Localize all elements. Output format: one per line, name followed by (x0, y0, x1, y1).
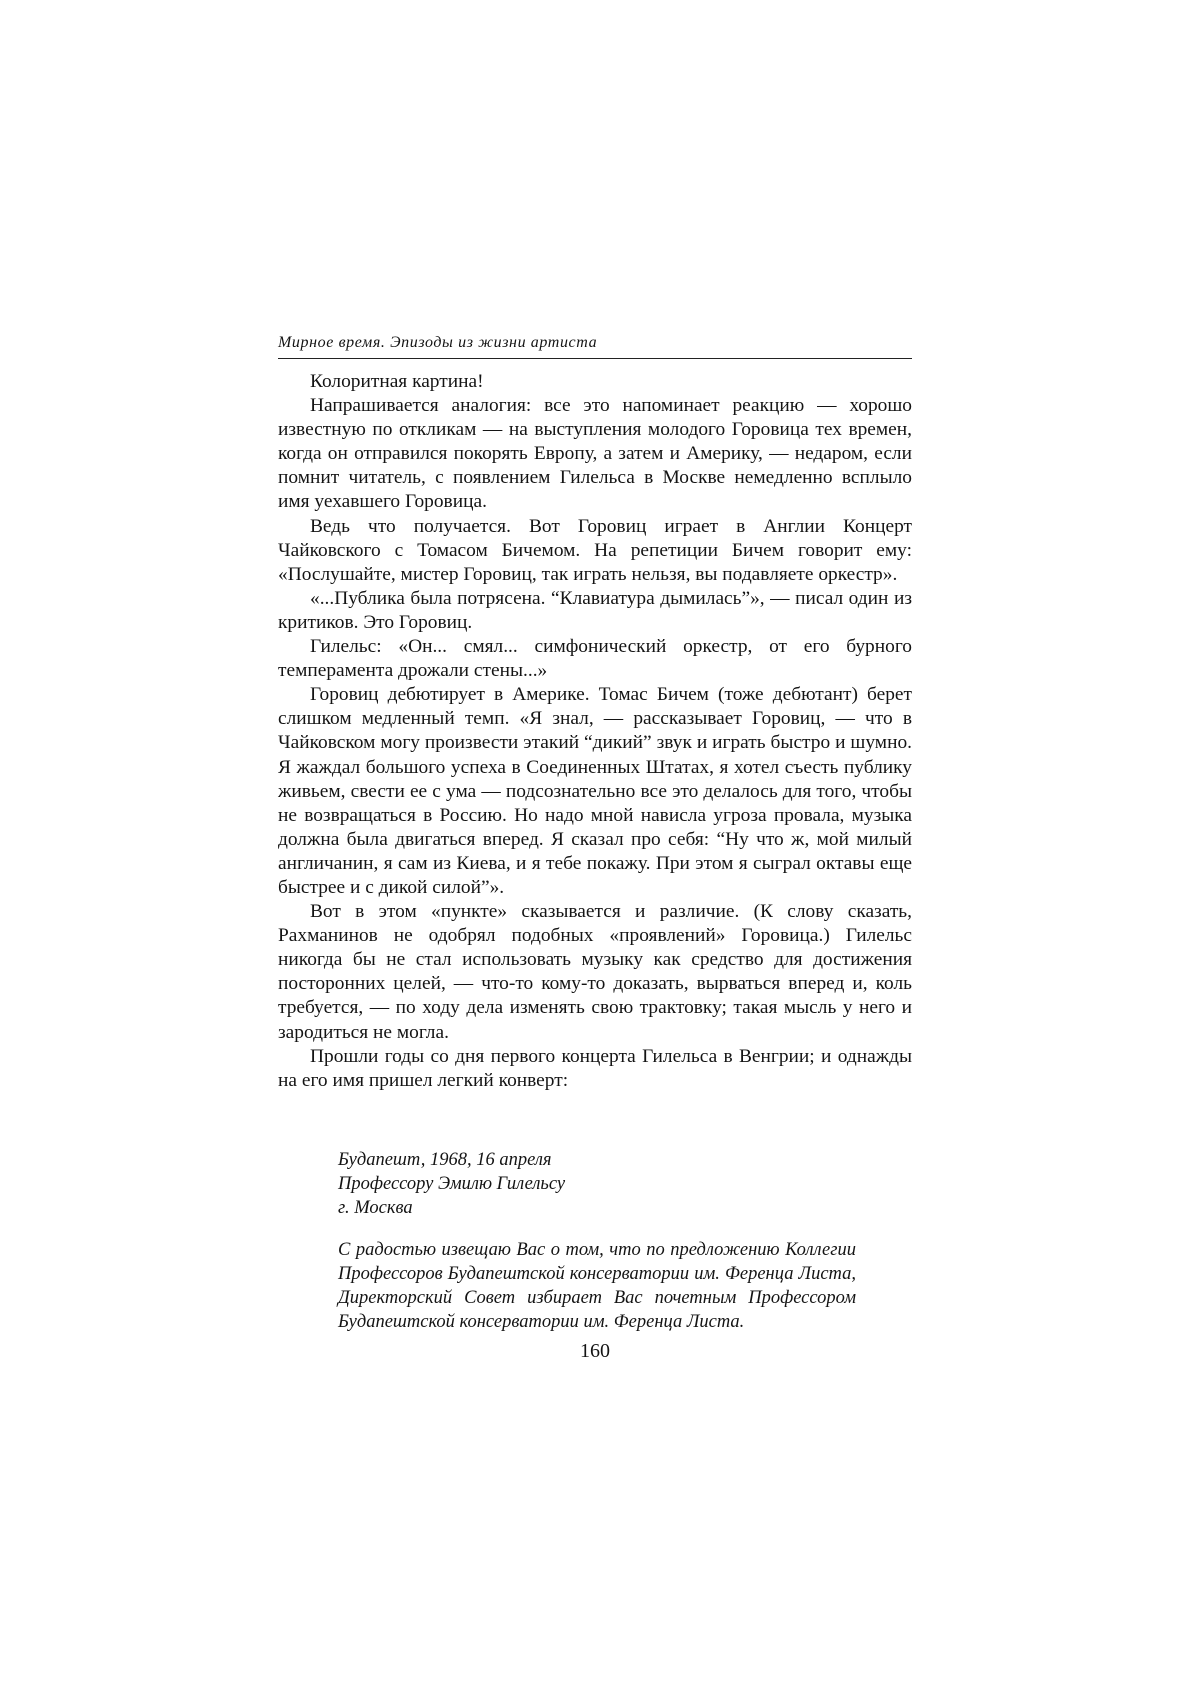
paragraph: Прошли годы со дня первого концерта Гилельса в Венгрии; и однажды на его имя пришел легкий конверт: (278, 1045, 912, 1091)
letter-place-date: Будапешт, 1968, 16 апреля (338, 1150, 552, 1170)
letter-addressee: Профессору Эмилю Гилельсу (338, 1174, 566, 1194)
letter-body: С радостью извещаю Вас о том, что по предложению Коллегии Профессоров Будапештской консерватории им. Ференца Листа, Директорский Совет избирает Вас почетным Профессором Будапештской консерватории им. Ференца Листа. (338, 1240, 856, 1332)
header-rule (278, 358, 912, 359)
main-text (278, 370, 912, 1093)
paragraph: Горовиц дебютирует в Америке. Томас Бичем (тоже дебютант) берет слишком медленный темп. «Я знал, — рассказывает Горовиц, — что в Чайковском могу произвести этакий “дикий” звук и играть быстро и шумно. Я жаждал большого успеха в Соединенных Штатах, я хотел съесть публику живьем, свести ее с ума — подсознательно все это делалось для того, чтобы не возвращаться в Россию. Но надо мной нависла угроза провала, музыка должна была двигаться вперед. Я сказал про себя: “Ну что ж, мой милый англичанин, я сам из Киева, и я тебе покажу. При этом я сыграл октавы еще быстрее и с дикой силой”». (278, 684, 912, 898)
quoted-letter (338, 1148, 856, 1334)
paragraph: Вот в этом «пункте» сказывается и различие. (К слову сказать, Рахманинов не одобрял подобных «проявлений» Горовица.) Гилельс никогда бы не стал использовать музыку как средство для достижения посторонних целей, — что-то кому-то доказать, вырваться вперед и, коль требуется, — по ходу дела изменять свою трактовку; такая мысль у него и зародиться не могла. (278, 901, 912, 1043)
paragraph: Колоритная картина! (310, 371, 484, 392)
paragraph: Ведь что получается. Вот Горовиц играет в Англии Концерт Чайковского с Томасом Бичемом. На репетиции Бичем говорит ему: «Послушайте, мистер Горовиц, так играть нельзя, вы подавляете оркестр». (278, 515, 912, 585)
paragraph: Напрашивается аналогия: все это напоминает реакцию — хорошо известную по откликам — на выступления молодого Горовица тех времен, когда он отправился покорять Европу, а затем и Америку, — недаром, если помнит читатель, с появлением Гилельса в Москве немедленно всплыло имя уехавшего Горовица. (278, 395, 912, 513)
paragraph: Гилельс: «Он... смял... симфонический оркестр, от его бурного темперамента дрожали стены...» (278, 636, 912, 682)
page-number: 160 (580, 1340, 610, 1362)
paragraph: «...Публика была потрясена. “Клавиатура дымилась”», — писал один из критиков. Это Горовиц. (278, 587, 912, 633)
running-header: Мирное время. Эпизоды из жизни артиста (278, 334, 598, 351)
letter-city: г. Москва (338, 1198, 413, 1218)
